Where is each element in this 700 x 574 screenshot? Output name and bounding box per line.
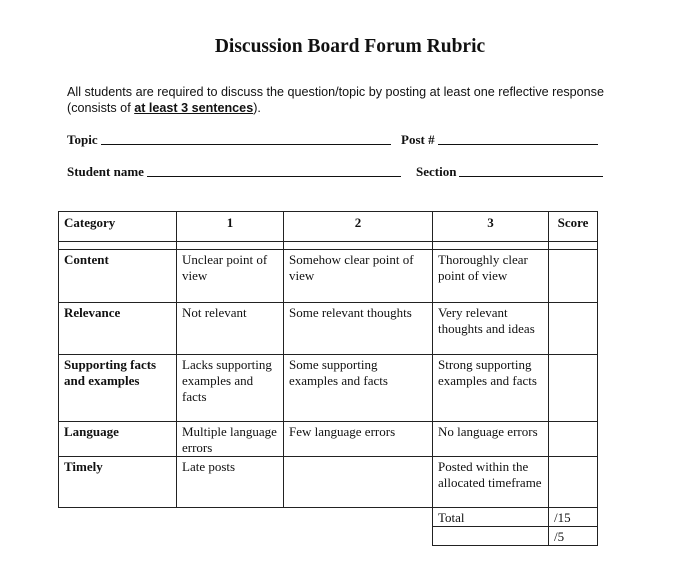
section-blank[interactable]	[459, 175, 603, 177]
row-level-2: Somehow clear point of view	[284, 250, 433, 303]
row-category: Timely	[59, 457, 177, 508]
header-score: Score	[549, 212, 598, 242]
instructions-text: All students are required to discuss the question/topic by posting at least one reflective response (consists of	[67, 85, 604, 115]
scaled-score[interactable]: /5	[549, 527, 598, 546]
rubric-table	[58, 211, 598, 546]
row-level-3: Very relevant thoughts and ideas	[433, 303, 549, 355]
student-name-field	[67, 164, 401, 180]
row-level-2	[284, 457, 433, 508]
row-category: Relevance	[59, 303, 177, 355]
header-level-1: 1	[177, 212, 284, 242]
row-level-2: Some relevant thoughts	[284, 303, 433, 355]
total-label: Total	[433, 508, 549, 527]
row-score-cell[interactable]	[549, 250, 598, 303]
row-score-cell[interactable]	[549, 355, 598, 422]
page-title: Discussion Board Forum Rubric	[214, 36, 486, 57]
instructions-emphasis: at least 3 sentences	[134, 101, 254, 115]
row-score-cell[interactable]	[549, 422, 598, 457]
scaled-label-cell	[433, 527, 549, 546]
header-level-3: 3	[433, 212, 549, 242]
row-level-2: Few language errors	[284, 422, 433, 457]
table-row	[59, 303, 598, 355]
row-level-3: No language errors	[433, 422, 549, 457]
instructions-text-end: ).	[253, 101, 261, 115]
header-category: Category	[59, 212, 177, 242]
row-category: Supporting facts and examples	[59, 355, 177, 422]
table-row	[59, 457, 598, 508]
section-field	[416, 164, 603, 180]
post-field	[401, 132, 598, 148]
total-score[interactable]: /15	[549, 508, 598, 527]
row-level-1: Unclear point of view	[177, 250, 284, 303]
header-level-2: 2	[284, 212, 433, 242]
topic-blank[interactable]	[101, 143, 391, 145]
topic-label: Topic	[67, 132, 98, 147]
row-category: Language	[59, 422, 177, 457]
table-row	[59, 355, 598, 422]
row-level-1: Lacks supporting examples and facts	[177, 355, 284, 422]
row-level-3: Thoroughly clear point of view	[433, 250, 549, 303]
row-level-3: Posted within the allocated timeframe	[433, 457, 549, 508]
row-score-cell[interactable]	[549, 303, 598, 355]
student-name-blank[interactable]	[147, 175, 401, 177]
student-name-label: Student name	[67, 164, 144, 179]
row-level-1: Not relevant	[177, 303, 284, 355]
table-row	[59, 250, 598, 303]
row-level-1: Multiple language errors	[177, 422, 284, 457]
table-row	[59, 422, 598, 457]
spacer-row	[59, 242, 598, 250]
row-level-1: Late posts	[177, 457, 284, 508]
instructions	[67, 84, 627, 116]
row-level-2: Some supporting examples and facts	[284, 355, 433, 422]
topic-field	[67, 132, 391, 148]
post-blank[interactable]	[438, 143, 598, 145]
row-level-3: Strong supporting examples and facts	[433, 355, 549, 422]
row-category: Content	[59, 250, 177, 303]
post-label: Post #	[401, 132, 435, 147]
section-label: Section	[416, 164, 457, 179]
total-row	[59, 508, 598, 527]
scaled-row	[59, 527, 598, 546]
row-score-cell[interactable]	[549, 457, 598, 508]
header-row	[59, 212, 598, 242]
